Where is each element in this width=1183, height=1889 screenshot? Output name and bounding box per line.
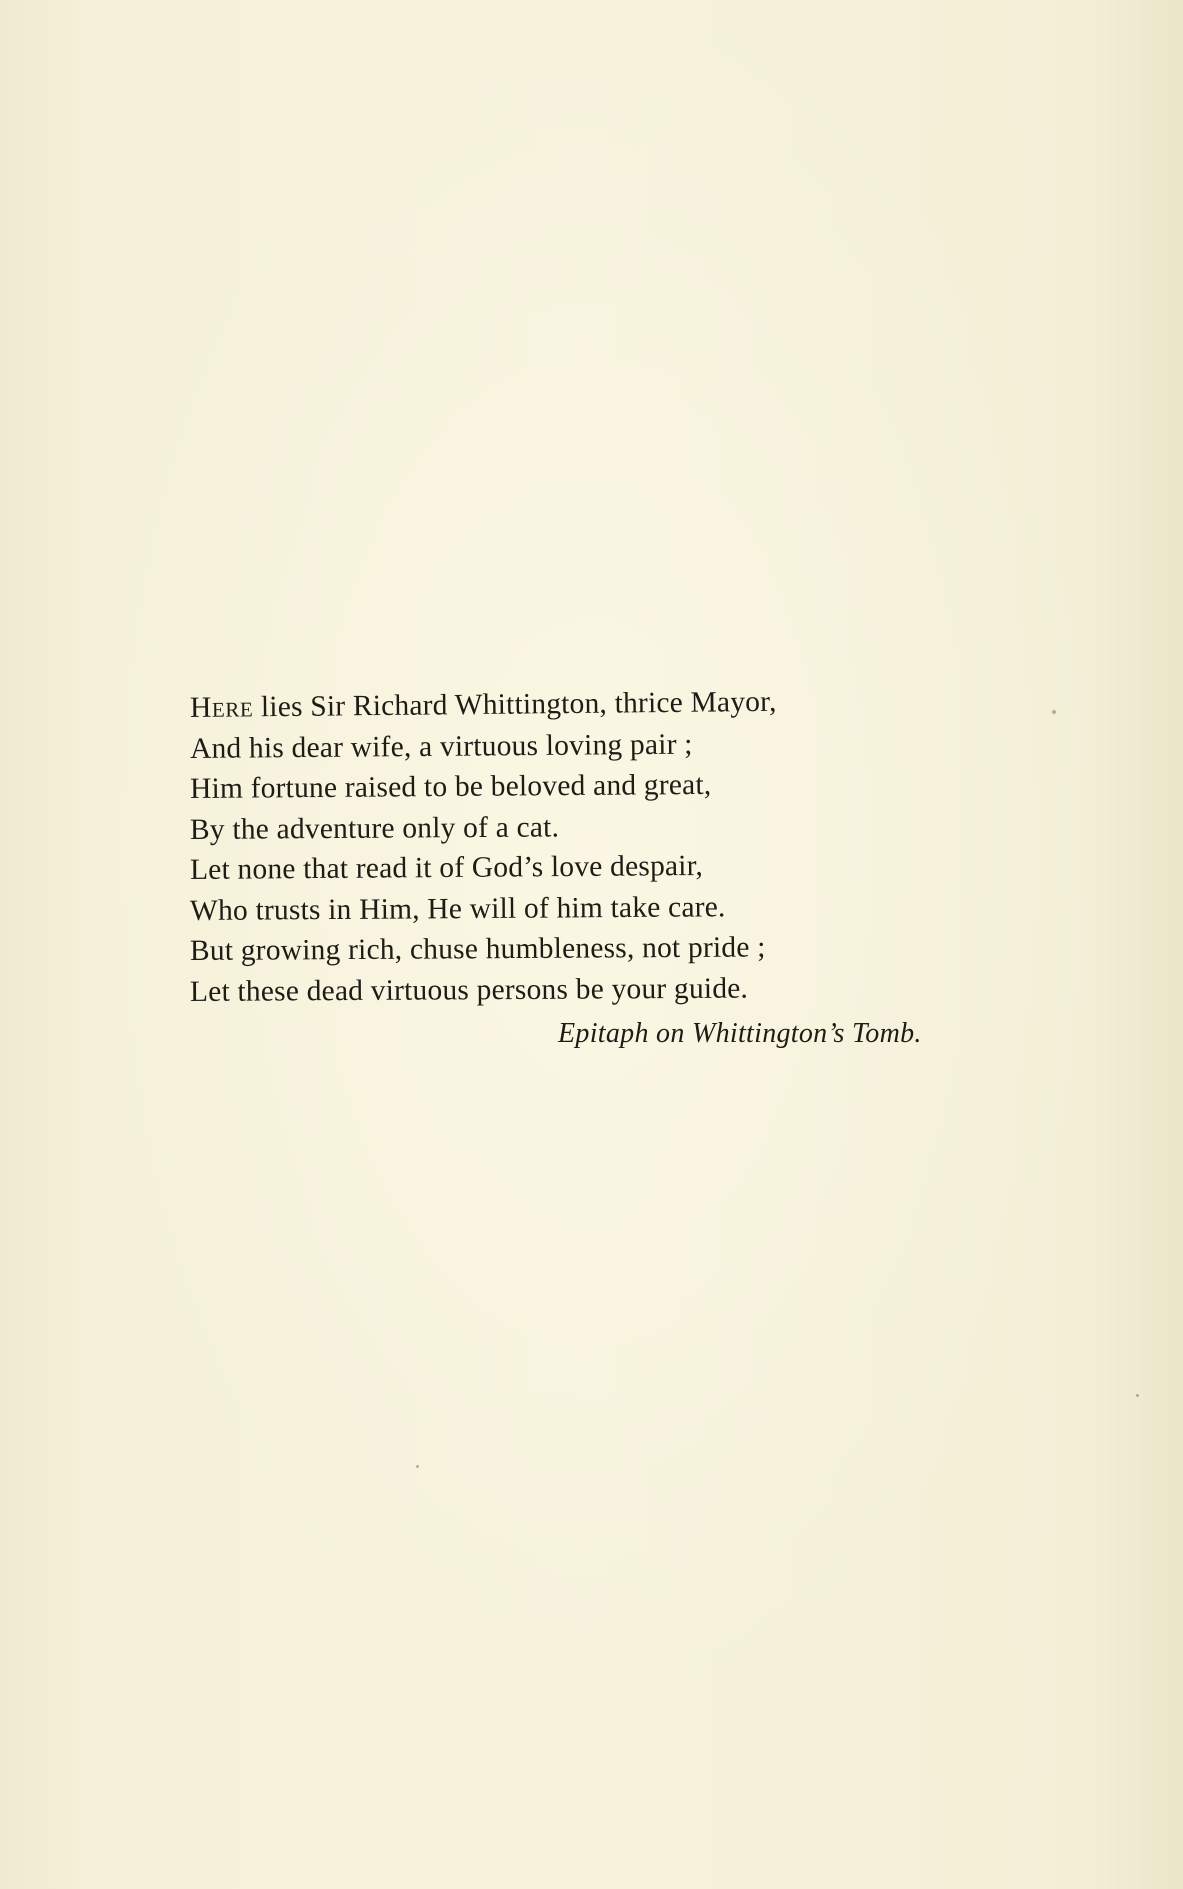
poem-first-word: Here <box>189 691 254 724</box>
poem-line-5: Let none that read it of God’s love despair, <box>189 849 704 886</box>
paper-speck <box>1136 1394 1139 1397</box>
poem-line-1 <box>190 679 1070 729</box>
poem-line-3: Him fortune raised to be beloved and great, <box>189 768 712 805</box>
poem-line-1-text: lies Sir Richard Whittington, thrice Mayor, <box>253 685 777 724</box>
paper-speck <box>416 1465 419 1468</box>
poem-line-7: But growing rich, chuse humbleness, not pride ; <box>189 931 766 967</box>
poem-line-6: Who trusts in Him, He will of him take care. <box>189 890 726 927</box>
poem-line-2: And his dear wife, a virtuous loving pair ; <box>189 728 693 765</box>
poem-attribution: Epitaph on Whittington’s Tomb. <box>558 1018 922 1049</box>
poem-line-4: By the adventure only of a cat. <box>189 810 560 846</box>
paper-speck <box>1052 710 1056 714</box>
poem-line-8: Let these dead virtuous persons be your guide. <box>189 972 749 1008</box>
epitaph-poem <box>189 685 1070 1012</box>
